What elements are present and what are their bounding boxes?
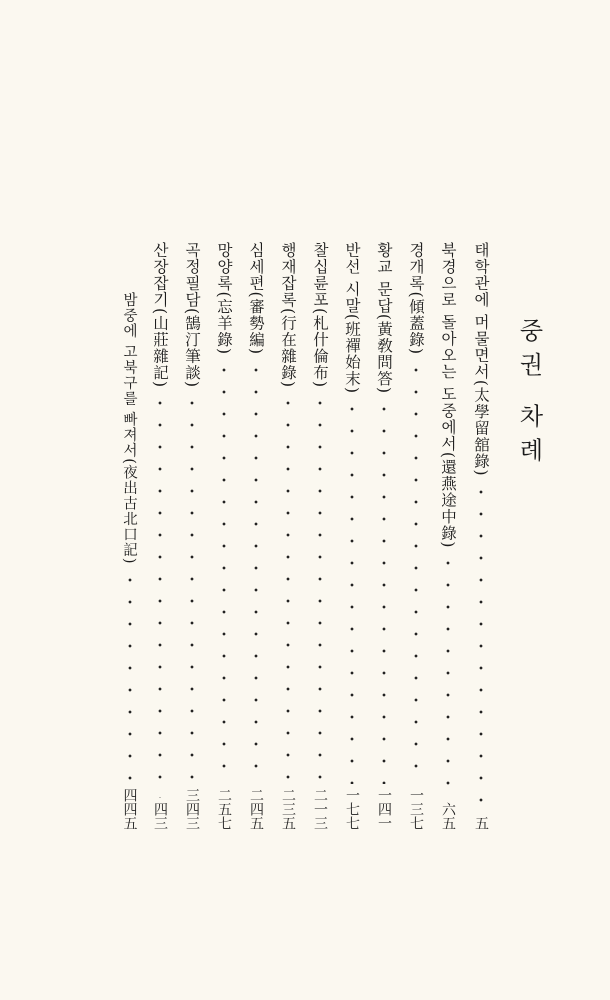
toc-entry-title: 망양록(忘羊錄) [215,242,233,356]
toc-entry-title: 황교 문답(黃敎問答) [375,242,393,395]
toc-entry [405,242,427,830]
toc-entry-title: 행재잡록(行在雜錄) [279,242,297,389]
toc-entry-title: 반선 시말(班禪始末) [343,242,361,395]
toc-entry [437,242,459,830]
toc-entry-page: 五 [473,816,489,830]
dot-leader [437,552,459,798]
toc-entry-page: 二三五 [280,788,296,830]
toc-entry-title: 심세편(審勢編) [247,242,265,356]
dot-leader [213,359,235,784]
dot-leader [470,481,492,812]
toc-entry-title: 북경으로 돌아오는 도중에서(還燕途中錄) [439,242,457,549]
toc-entry-page: 一四一 [376,788,392,830]
toc-entry [309,242,331,830]
toc-entry [213,242,235,830]
toc-entry-page: 一七七 [344,788,360,830]
dot-leader [149,392,171,798]
toc-entry-page: 一三七 [408,788,424,830]
toc-entry [470,242,492,830]
toc-entry [119,292,140,830]
dot-leader [181,392,203,784]
toc-entry-title: 곡정필담(鵠汀筆談) [183,242,201,389]
dot-leader [373,398,395,784]
toc-entry [149,242,171,830]
toc-entry-title: 밤중에 고북구를 빠져서(夜出古北口記) [121,292,137,565]
toc-entry-page: 四三 [152,802,168,830]
toc-entry [373,242,395,830]
dot-leader [245,359,267,784]
toc-entry-page: 六五 [440,802,456,830]
dot-leader [119,569,140,784]
toc-entry-page: 二一三 [312,788,328,830]
dot-leader [309,392,331,784]
dot-leader [341,398,363,784]
toc-entry [181,242,203,830]
toc-heading: 중권 차례 [515,318,543,472]
toc-entry-page: 二五七 [216,788,232,830]
toc-entry-title: 찰십륜포(札什倫布) [311,242,329,389]
toc-entry-page: 二四五 [248,788,264,830]
dot-leader [277,392,299,784]
toc-entry-page: 四四五 [121,788,138,830]
toc-entry-page: 三四三 [184,788,200,830]
toc-entry [245,242,267,830]
dot-leader [405,359,427,784]
toc-entry-title: 태학관에 머물면서(太學留舘錄) [472,242,490,477]
toc-entry [277,242,299,830]
toc-entry [341,242,363,830]
toc-entry-title: 산장잡기(山莊雜記) [151,242,169,389]
toc-entry-title: 경개록(傾蓋錄) [407,242,425,356]
